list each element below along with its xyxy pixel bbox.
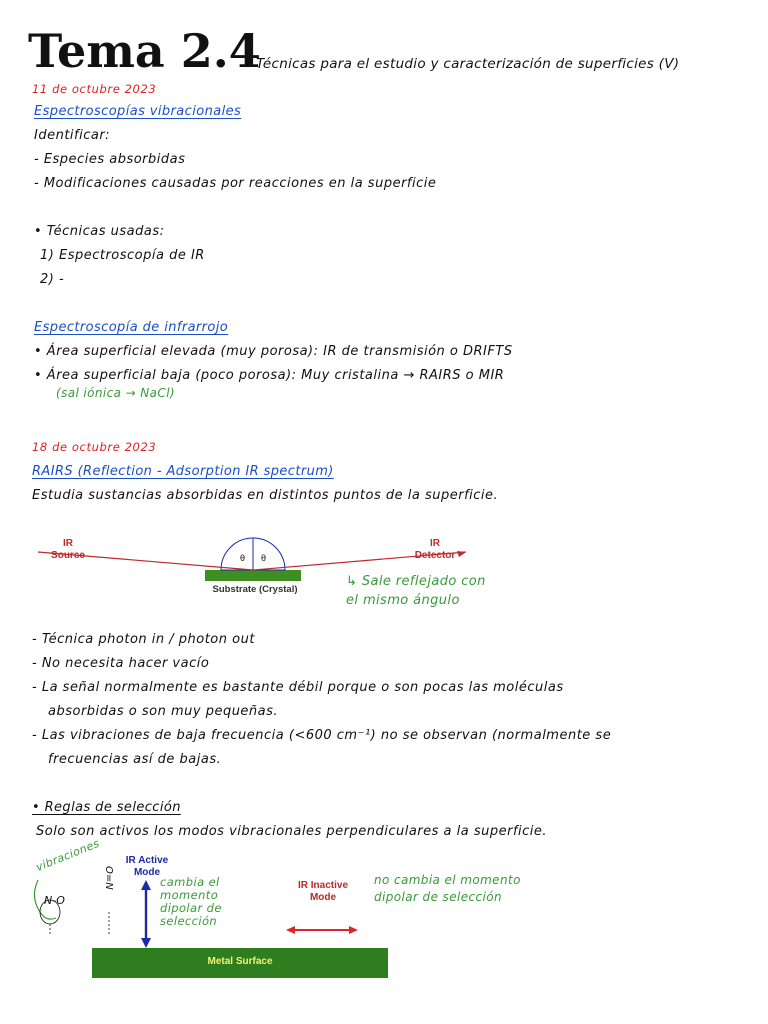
list-item: 2) - <box>40 272 65 287</box>
molecule-o-n: O=N <box>103 866 114 890</box>
list-item: - Modificaciones causadas por reacciones en la superficie <box>34 176 437 191</box>
date-label: 11 de octubre 2023 <box>32 82 157 96</box>
list-item: - Técnica photon in / photon out <box>32 632 255 647</box>
list-item: • Área superficial baja (poco porosa): Muy cristalina → RAIRS o MIR <box>34 368 505 383</box>
section-heading: • Reglas de selección <box>32 800 181 815</box>
section-heading: Espectroscopía de infrarrojo <box>34 320 229 335</box>
list-item: - Las vibraciones de baja frecuencia (<600 cm⁻¹) no se observan (normalmente se <box>32 728 612 743</box>
substrate-label: Substrate (Crystal) <box>212 584 298 595</box>
list-item-continuation: absorbidas o son muy pequeñas. <box>48 704 279 719</box>
list-item: - Especies absorbidas <box>34 152 186 167</box>
text-line: Estudia sustancias absorbidas en distintos puntos de la superficie. <box>32 488 499 503</box>
list-item: 1) Espectroscopía de IR <box>40 248 205 263</box>
annotation-note: ↳ Sale reflejado con el mismo ángulo <box>346 574 486 608</box>
ir-inactive-label: IR Inactive Mode <box>297 880 349 903</box>
inactive-arrowhead-right <box>349 926 358 934</box>
list-item: - La señal normalmente es bastante débil porque o son pocas las moléculas <box>32 680 564 695</box>
date-label: 18 de octubre 2023 <box>32 440 157 454</box>
theta-left: θ <box>240 553 246 563</box>
substrate-bar <box>205 570 301 581</box>
text-line: Identificar: <box>34 128 111 143</box>
inactive-note: no cambia el momento dipolar de selección <box>374 873 521 904</box>
vibraciones-note: vibraciones <box>34 836 102 875</box>
annotation-note: (sal iónica → NaCl) <box>56 386 176 400</box>
text-line: • Técnicas usadas: <box>34 224 165 239</box>
list-item: - No necesita hacer vacío <box>32 656 210 671</box>
inactive-arrowhead-left <box>286 926 295 934</box>
active-note: cambia el momento dipolar de selección <box>160 875 222 928</box>
molecule-n-o: N-O <box>44 894 65 907</box>
section-heading: RAIRS (Reflection - Adsorption IR spectrum) <box>32 464 334 479</box>
ir-active-label: IR Active Mode <box>125 855 169 878</box>
selection-rules-diagram <box>20 836 550 984</box>
page-subtitle: Técnicas para el estudio y caracterización de superficies (V) <box>256 56 680 72</box>
list-item-continuation: frecuencias así de bajas. <box>48 752 222 767</box>
theta-right: θ <box>261 553 267 563</box>
section-heading: Espectroscopías vibracionales <box>34 104 242 119</box>
active-arrowhead-down <box>141 938 151 948</box>
ir-detector-label: IR Detector <box>414 538 456 561</box>
text-line: Solo son activos los modos vibracionales perpendiculares a la superficie. <box>36 824 548 839</box>
active-arrowhead-up <box>141 880 151 890</box>
page-title: Tema 2.4 <box>28 24 261 78</box>
ir-source-label: IR Source <box>51 538 85 561</box>
list-item: • Área superficial elevada (muy porosa): IR de transmisión o DRIFTS <box>34 344 513 359</box>
metal-surface-label: Metal Surface <box>207 956 273 967</box>
